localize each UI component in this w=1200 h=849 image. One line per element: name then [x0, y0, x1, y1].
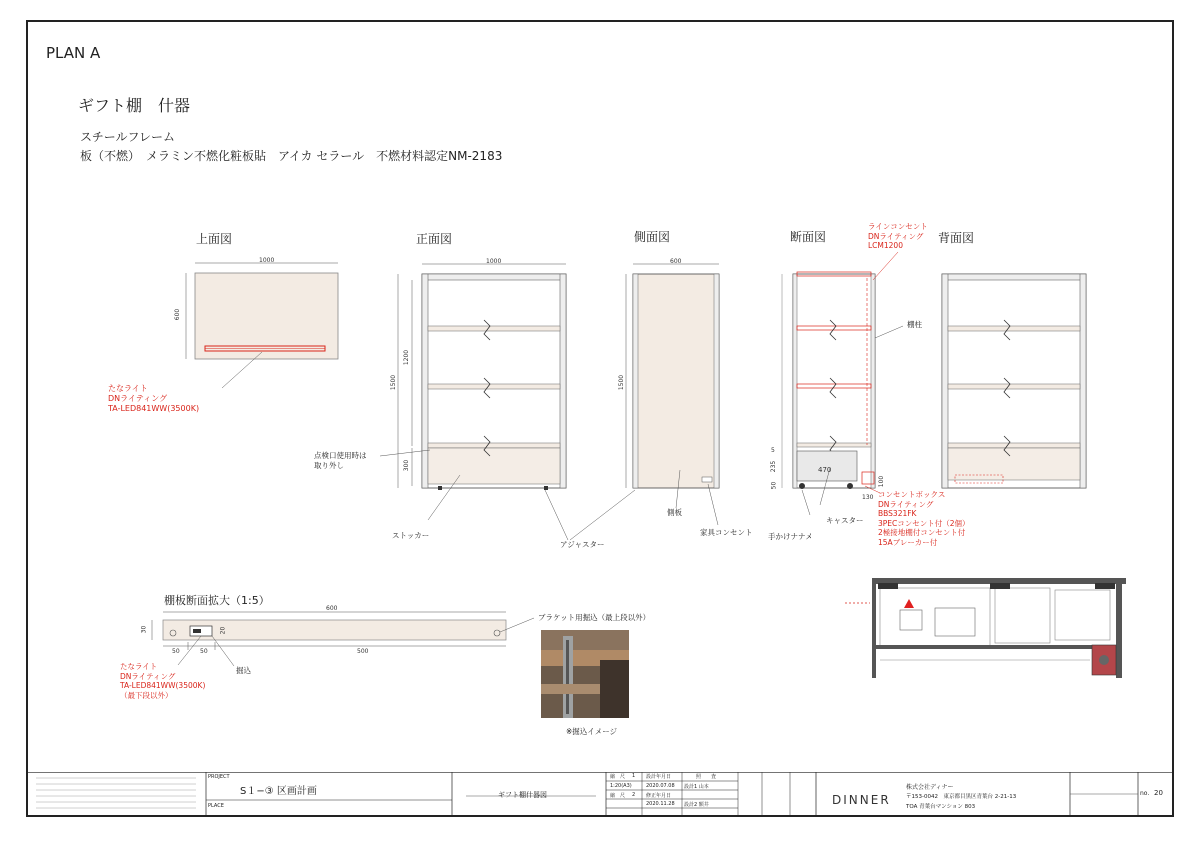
dim-sec-b: 235 — [770, 460, 778, 473]
dim-detail-width: 600 — [326, 605, 338, 612]
note-stocker: ストッカー — [392, 531, 430, 540]
note-line: たなライト — [120, 662, 158, 671]
dim-side-width: 600 — [670, 258, 682, 265]
num1: 1 — [632, 773, 636, 779]
note-detail-light — [120, 662, 205, 700]
dim-detail-thickness: 30 — [140, 625, 148, 634]
dim-top-width: 1000 — [259, 257, 275, 264]
view-title-top: 上面図 — [196, 232, 233, 246]
note-bracket: ブラケット用掘込（最上段以外） — [538, 613, 651, 622]
dim-front-height2: 1200 — [403, 349, 411, 366]
rev-date: 2020.11.28 — [646, 801, 675, 807]
dim-sec-c: 50 — [770, 481, 778, 490]
top-view — [186, 263, 338, 388]
note-check-port — [314, 451, 367, 470]
dim-detail-d: 20 — [219, 626, 227, 635]
design-date: 2020.07.08 — [646, 783, 675, 789]
note-line: 2極接地棚付コンセント付 — [878, 528, 966, 537]
dim-sec-e: 130 — [862, 494, 874, 501]
note-line: DNライティング — [108, 394, 168, 403]
dim-sec-d: 100 — [878, 475, 886, 488]
note-line: 取り外し — [314, 460, 344, 470]
note-line: 点検口使用時は — [314, 451, 367, 460]
dim-detail-b: 50 — [200, 648, 208, 655]
approve-label: 照 査 — [696, 774, 717, 780]
front-view — [380, 264, 566, 520]
note-line: DNライティング — [868, 231, 924, 241]
company-name: 株式会社ディナー — [906, 784, 954, 791]
note-line: TA-LED841WW(3500K) — [108, 404, 200, 413]
dim-front-height: 1500 — [390, 374, 398, 391]
floor-plan — [845, 570, 1130, 680]
note-line: BBS321FK — [878, 509, 917, 518]
dig-photo — [541, 630, 629, 718]
note-top-light — [108, 384, 199, 414]
note-line: TA-LED841WW(3500K) — [120, 681, 206, 690]
company-address1: 〒153-0042 東京都目黒区青葉台 2-21-13 — [906, 794, 1017, 800]
scale-label2: 縮 尺 — [610, 793, 626, 799]
view-title-front: 正面図 — [416, 232, 453, 246]
drawing-title: ギフト棚 什器 — [78, 96, 191, 115]
scale-value: 1:20(A3) — [610, 783, 632, 789]
scale-label: 縮 尺 — [610, 774, 626, 780]
dim-top-depth: 600 — [174, 308, 182, 321]
back-view — [942, 274, 1086, 488]
note-shelf-post: 棚柱 — [907, 320, 922, 329]
place-label: PLACE — [208, 803, 224, 809]
note-caster: キャスター — [826, 516, 864, 525]
dim-front-width: 1000 — [486, 258, 502, 265]
project-name: S１−③ 区画計画 — [240, 786, 317, 797]
note-dig-image: ※掘込イメージ — [566, 727, 618, 736]
note-outlet-box — [878, 490, 970, 547]
note-line: （最下段以外） — [120, 690, 173, 700]
detail-section — [152, 612, 534, 666]
drawn1: 設計1 山本 — [684, 784, 709, 790]
view-title-section: 断面図 — [790, 230, 827, 244]
spec-frame: スチールフレーム — [80, 130, 176, 144]
sheet-number: 20 — [1154, 789, 1163, 797]
rev-date-label: 修正年月日 — [646, 793, 672, 799]
spec-board: 板（不燃） メラミン不燃化粧板貼 アイカ セラール 不燃材料認定NM-2183 — [80, 149, 503, 163]
plan-label: PLAN A — [46, 44, 101, 62]
drawing-name: ギフト棚什器図 — [498, 791, 547, 799]
dim-sec-box: 470 — [818, 466, 832, 474]
note-hand-slant: 手かけナナメ — [768, 532, 813, 541]
dim-sec-a: 5 — [771, 447, 775, 454]
note-adjuster: アジャスター — [560, 540, 605, 549]
note-furniture-outlet: 家具コンセント — [700, 528, 753, 537]
note-line: たなライト — [108, 384, 148, 393]
note-line: 3PECコンセント付（2個） — [878, 518, 970, 528]
dinner-logo: DINNER — [832, 793, 891, 807]
note-side-board: 側板 — [667, 508, 682, 517]
view-title-side: 側面図 — [634, 230, 671, 244]
title-block — [26, 772, 1174, 817]
note-line: LCM1200 — [868, 241, 903, 250]
no-label: no. — [1140, 790, 1150, 797]
note-line: DNライティング — [120, 671, 176, 681]
dim-front-height3: 300 — [403, 459, 411, 472]
company-address2: TOA 青葉台マンション 803 — [906, 804, 976, 810]
dim-detail-a: 50 — [172, 648, 180, 655]
design-date-label: 設計年月日 — [646, 774, 672, 780]
side-view — [545, 264, 719, 540]
view-title-back: 背面図 — [938, 231, 975, 245]
dim-side-height: 1500 — [618, 374, 626, 391]
drawn2: 設計2 額井 — [684, 802, 709, 808]
note-line: ラインコンセント — [868, 222, 928, 231]
note-line-outlet — [868, 222, 928, 251]
note-line: 15Aブレーカー付 — [878, 537, 938, 547]
num2: 2 — [632, 792, 636, 798]
note-line: コンセントボックス — [878, 490, 946, 499]
note-line: DNライティング — [878, 499, 934, 509]
detail-title: 棚板断面拡大（1:5） — [164, 594, 270, 607]
note-dig: 掘込 — [236, 666, 251, 675]
dim-detail-c: 500 — [357, 648, 369, 655]
project-label: PROJECT — [208, 774, 230, 780]
